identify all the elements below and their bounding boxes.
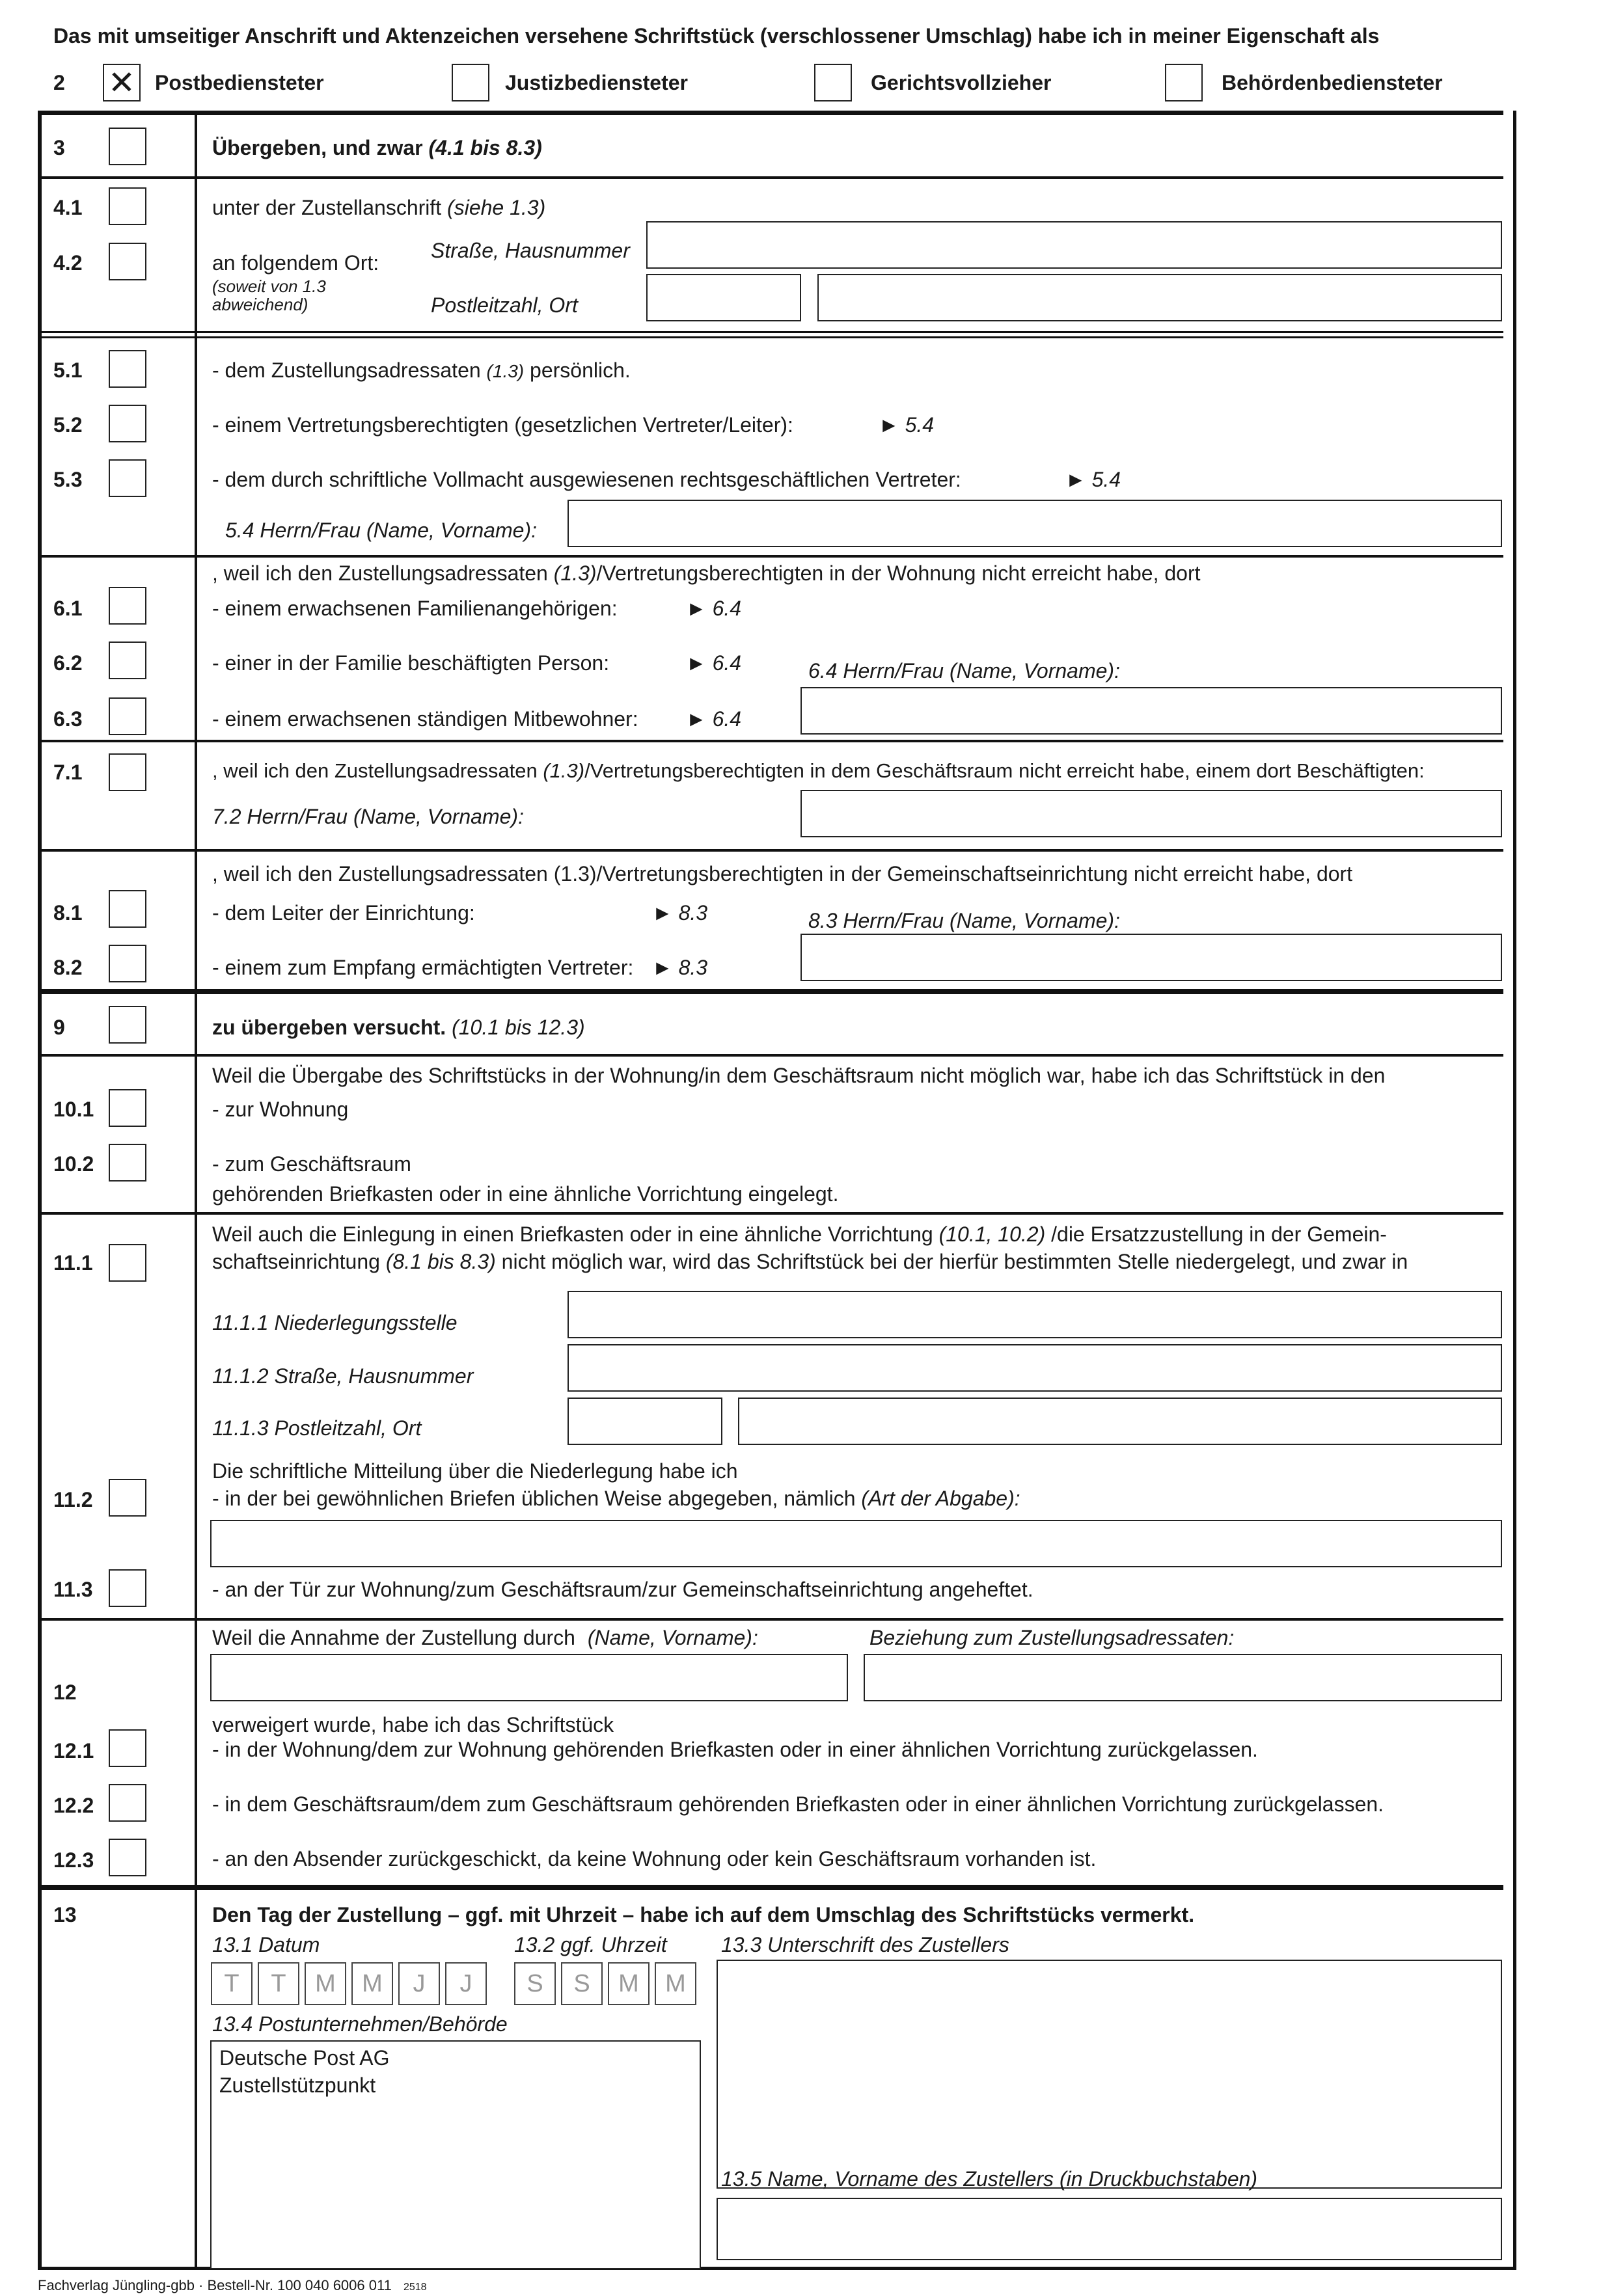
row-number-5-1: 5.1 (53, 358, 83, 382)
section-12-2-text: - in dem Geschäftsraum/dem zum Geschäftsraum gehörenden Briefkasten oder in einer ähnlichen Vorrichtung zurückgelassen. (212, 1792, 1384, 1816)
institution-person-name-field[interactable] (800, 934, 1502, 981)
ref-5-4: ► 5.4 (1065, 468, 1121, 491)
representative-name-field[interactable] (568, 500, 1502, 547)
deposit-location-field[interactable] (568, 1291, 1502, 1338)
deposit-plz-label: 11.1.3 Postleitzahl, Ort (212, 1416, 422, 1440)
section-5-4-label: 5.4 Herrn/Frau (Name, Vorname): (225, 519, 537, 542)
section-11-line-1: Weil auch die Einlegung in einen Briefkasten oder in eine ähnliche Vorrichtung (10.1, 10.2) /die Ersatzzustellung in der Gemein- (212, 1222, 1387, 1246)
time-digit-box[interactable]: S (514, 1962, 556, 2005)
row-number-8-2: 8.2 (53, 956, 83, 979)
checkbox-12-1[interactable] (109, 1729, 146, 1767)
checkbox-11-2[interactable] (109, 1479, 146, 1517)
section-6-4-label: 6.4 Herrn/Frau (Name, Vorname): (808, 659, 1120, 682)
divider (38, 1618, 1503, 1621)
street-label: Straße, Hausnummer (431, 239, 630, 262)
row-number-6-2: 6.2 (53, 651, 83, 675)
row-number-10-1: 10.1 (53, 1098, 94, 1121)
section-10-2-text: - zum Geschäftsraum (212, 1152, 411, 1176)
check-mark-icon: ✕ (108, 64, 135, 101)
section-8-2-text: - einem zum Empfang ermächtigten Vertreter: (212, 956, 634, 979)
section-12-line-1: Weil die Annahme der Zustellung durch (Name, Vorname): (212, 1626, 758, 1649)
company-label: 13.4 Postunternehmen/Behörde (212, 2012, 508, 2036)
checkbox-6-1[interactable] (109, 587, 146, 625)
section-8-3-label: 8.3 Herrn/Frau (Name, Vorname): (808, 909, 1120, 932)
row-number-11-1: 11.1 (53, 1251, 93, 1275)
column-divider (195, 111, 197, 2270)
divider (38, 1212, 1503, 1215)
section-11-notice-intro: Die schriftliche Mitteilung über die Niederlegung habe ich (212, 1459, 738, 1483)
role-checkbox-gerichtsvollzieher[interactable] (814, 64, 852, 101)
delivery-method-field[interactable] (210, 1520, 1502, 1567)
checkbox-7-1[interactable] (109, 753, 146, 791)
city-field[interactable] (817, 274, 1502, 321)
section-6-intro: , weil ich den Zustellungsadressaten (1.3)/Vertretungsberechtigten in der Wohnung nicht erreicht habe, dort (212, 561, 1201, 585)
time-digit-box[interactable]: M (655, 1962, 696, 2005)
section-10-intro: Weil die Übergabe des Schriftstücks in der Wohnung/in dem Geschäftsraum nicht möglich war, habe ich das Schriftstück in den (212, 1064, 1386, 1087)
courier-name-label: 13.5 Name, Vorname des Zustellers (in Druckbuchstaben) (721, 2167, 1258, 2191)
checkbox-8-2[interactable] (109, 945, 146, 982)
time-digit-box[interactable]: M (608, 1962, 650, 2005)
deposit-city-field[interactable] (738, 1398, 1502, 1445)
ref-8-3: ► 8.3 (652, 901, 708, 925)
section-11-3-text: - an der Tür zur Wohnung/zum Geschäftsraum/zur Gemeinschaftseinrichtung angeheftet. (212, 1578, 1033, 1601)
role-checkbox-justizbediensteter[interactable] (452, 64, 489, 101)
section-3-text: Übergeben, und zwar (4.1 bis 8.3) (212, 136, 542, 159)
footer-publisher: Fachverlag Jüngling-gbb · Bestell-Nr. 100 040 6006 011 2518 (38, 2277, 427, 2293)
relationship-label: Beziehung zum Zustellungsadressaten: (869, 1626, 1235, 1649)
checkbox-9[interactable] (109, 1006, 146, 1044)
section-7-2-label: 7.2 Herrn/Frau (Name, Vorname): (212, 805, 524, 828)
refuser-name-field[interactable] (210, 1654, 848, 1701)
row-number-12-2: 12.2 (53, 1794, 94, 1817)
section-7-1-text: , weil ich den Zustellungsadressaten (1.3)/Vertretungsberechtigten in dem Geschäftsraum nicht erreicht habe, einem dort Beschäftigten: (212, 759, 1425, 782)
date-digit-box[interactable]: J (398, 1962, 440, 2005)
section-6-3-text: - einem erwachsenen ständigen Mitbewohner: (212, 707, 638, 731)
row-number-5-3: 5.3 (53, 468, 83, 491)
section-13-title: Den Tag der Zustellung – ggf. mit Uhrzeit – habe ich auf dem Umschlag des Schriftstücks vermerkt. (212, 1903, 1195, 1926)
date-label: 13.1 Datum (212, 1933, 320, 1956)
checkbox-5-1[interactable] (109, 350, 146, 388)
intro-text: Das mit umseitiger Anschrift und Aktenzeichen versehene Schriftstück (verschlossener Umschlag) habe ich in meiner Eigenschaft als (53, 24, 1380, 47)
section-8-intro: , weil ich den Zustellungsadressaten (1.3)/Vertretungsberechtigten in der Gemeinschaftseinrichtung nicht erreicht habe, dort (212, 862, 1353, 885)
section-10-outro: gehörenden Briefkasten oder in eine ähnliche Vorrichtung eingelegt. (212, 1182, 839, 1206)
date-digit-box[interactable]: J (445, 1962, 487, 2005)
row-number-4-1: 4.1 (53, 196, 83, 219)
row-number-12: 12 (53, 1681, 77, 1704)
ref-8-3: ► 8.3 (652, 956, 708, 979)
ref-6-4: ► 6.4 (686, 651, 742, 675)
street-field[interactable] (646, 221, 1502, 269)
plz-label: Postleitzahl, Ort (431, 293, 578, 317)
checkbox-12-2[interactable] (109, 1784, 146, 1822)
divider (38, 849, 1503, 852)
divider (38, 331, 1503, 333)
section-12-3-text: - an den Absender zurückgeschickt, da keine Wohnung oder kein Geschäftsraum vorhanden ist. (212, 1847, 1097, 1871)
row-number-11-3: 11.3 (53, 1578, 93, 1601)
checkbox-5-3[interactable] (109, 459, 146, 497)
courier-name-field[interactable] (717, 2198, 1502, 2260)
checkbox-10-1[interactable] (109, 1089, 146, 1127)
date-digit-box[interactable]: T (258, 1962, 299, 2005)
section-12-1-text: - in der Wohnung/dem zur Wohnung gehörenden Briefkasten oder in einer ähnlichen Vorrichtung zurückgelassen. (212, 1738, 1258, 1761)
checkbox-10-2[interactable] (109, 1144, 146, 1182)
section-5-3-text: - dem durch schriftliche Vollmacht ausgewiesenen rechtsgeschäftlichen Vertreter: (212, 468, 961, 491)
divider (38, 176, 1503, 179)
employee-name-field[interactable] (800, 790, 1502, 837)
section-11-2-text: - in der bei gewöhnlichen Briefen üblichen Weise abgegeben, nämlich (Art der Abgabe): (212, 1487, 1020, 1510)
row-number-6-1: 6.1 (53, 597, 83, 620)
deposit-plz-field[interactable] (568, 1398, 722, 1445)
row-number-6-3: 6.3 (53, 707, 83, 731)
plz-field[interactable] (646, 274, 801, 321)
relationship-field[interactable] (864, 1654, 1502, 1701)
section-5-1-text: - dem Zustellungsadressaten (1.3) persönlich. (212, 358, 631, 382)
divider (38, 1885, 1503, 1890)
row-number-8-1: 8.1 (53, 901, 83, 925)
checkbox-11-3[interactable] (109, 1569, 146, 1607)
role-checkbox-behoerdenbediensteter[interactable] (1165, 64, 1203, 101)
checkbox-3[interactable] (109, 128, 146, 165)
divider (38, 740, 1503, 742)
section-4-2-text: an folgendem Ort: (212, 251, 379, 275)
row-number-13: 13 (53, 1903, 77, 1926)
date-digit-box[interactable]: T (211, 1962, 253, 2005)
section-4-1-text: unter der Zustellanschrift (siehe 1.3) (212, 196, 546, 219)
row-number-12-1: 12.1 (53, 1739, 94, 1763)
section-6-1-text: - einem erwachsenen Familienangehörigen: (212, 597, 618, 620)
row-number-2: 2 (53, 71, 65, 94)
row-number-11-2: 11.2 (53, 1488, 93, 1511)
date-digit-box[interactable]: M (351, 1962, 393, 2005)
ref-6-4: ► 6.4 (686, 707, 742, 731)
deposit-street-label: 11.1.2 Straße, Hausnummer (212, 1364, 474, 1388)
row-number-12-3: 12.3 (53, 1848, 94, 1872)
ref-6-4: ► 6.4 (686, 597, 742, 620)
checkbox-6-2[interactable] (109, 642, 146, 679)
section-12-line-2: verweigert wurde, habe ich das Schriftstück (212, 1713, 614, 1736)
checkbox-11-1[interactable] (109, 1244, 146, 1282)
checkbox-6-3[interactable] (109, 697, 146, 735)
deposit-street-field[interactable] (568, 1344, 1502, 1392)
checkbox-5-2[interactable] (109, 405, 146, 442)
section-10-1-text: - zur Wohnung (212, 1098, 349, 1121)
role-label-gerichtsvollzieher: Gerichtsvollzieher (871, 71, 1052, 94)
divider (38, 1054, 1503, 1057)
row-number-7-1: 7.1 (53, 761, 83, 784)
time-label: 13.2 ggf. Uhrzeit (514, 1933, 667, 1956)
company-line-2: Zustellstützpunkt (219, 2073, 376, 2097)
section-4-2-note: (soweit von 1.3 abweichend) (212, 277, 326, 314)
section-8-1-text: - dem Leiter der Einrichtung: (212, 901, 475, 925)
section-6-2-text: - einer in der Familie beschäftigten Person: (212, 651, 610, 675)
section-5-2-text: - einem Vertretungsberechtigten (gesetzlichen Vertreter/Leiter): (212, 413, 793, 437)
row-number-4-2: 4.2 (53, 251, 83, 275)
row-number-10-2: 10.2 (53, 1152, 94, 1176)
time-digit-box[interactable]: S (561, 1962, 603, 2005)
row-number-5-2: 5.2 (53, 413, 83, 437)
role-label-behoerdenbediensteter: Behördenbediensteter (1222, 71, 1443, 94)
signature-label: 13.3 Unterschrift des Zustellers (721, 1933, 1009, 1956)
ref-5-4: ► 5.4 (879, 413, 935, 437)
role-label-postbediensteter: Postbediensteter (155, 71, 324, 94)
row-number-9: 9 (53, 1016, 65, 1039)
divider (38, 336, 1503, 338)
deposit-location-label: 11.1.1 Niederlegungsstelle (212, 1311, 458, 1334)
divider (38, 555, 1503, 558)
household-person-name-field[interactable] (800, 687, 1502, 735)
row-number-3: 3 (53, 136, 65, 159)
signature-field[interactable] (717, 1960, 1502, 2189)
divider (38, 989, 1503, 994)
checkbox-8-1[interactable] (109, 890, 146, 928)
checkbox-4-1[interactable] (109, 187, 146, 225)
divider (38, 111, 1503, 115)
role-label-justizbediensteter: Justizbediensteter (505, 71, 688, 94)
section-11-line-2: schaftseinrichtung (8.1 bis 8.3) nicht möglich war, wird das Schriftstück bei der hierfür bestimmten Stelle niedergelegt, und zwar in (212, 1250, 1408, 1273)
checkbox-4-2[interactable] (109, 243, 146, 280)
company-field[interactable] (210, 2040, 701, 2269)
checkbox-12-3[interactable] (109, 1839, 146, 1876)
role-checkbox-postbediensteter[interactable] (103, 64, 141, 101)
company-line-1: Deutsche Post AG (219, 2046, 390, 2070)
section-9-text: zu übergeben versucht. (10.1 bis 12.3) (212, 1016, 585, 1039)
date-digit-box[interactable]: M (305, 1962, 346, 2005)
